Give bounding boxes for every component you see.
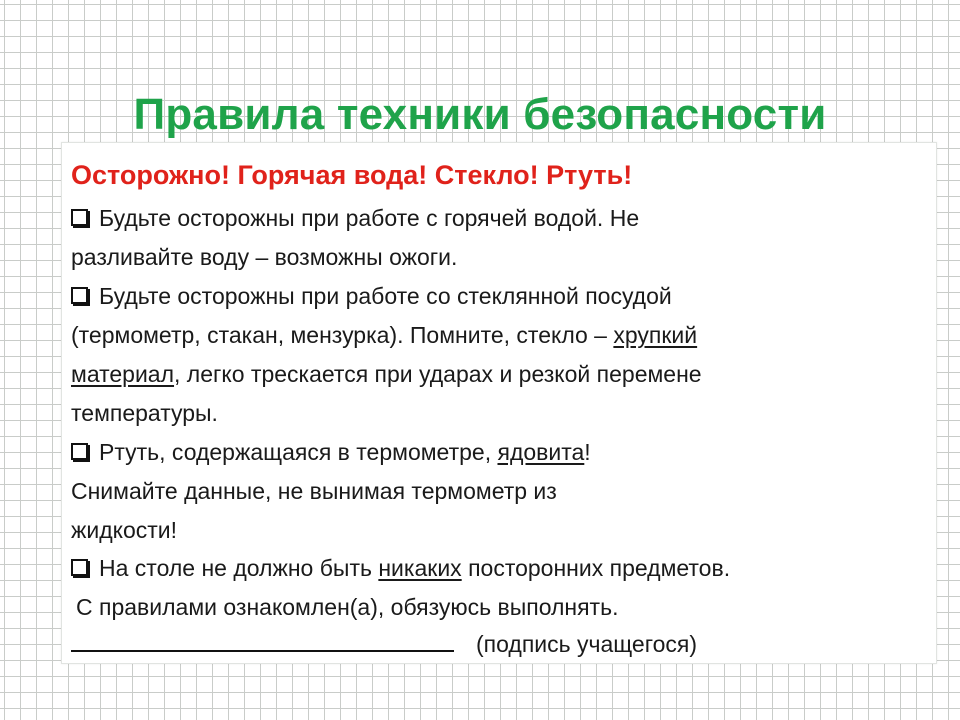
agreement-text: С правилами ознакомлен(а), обязуюсь выполнять. (76, 594, 619, 620)
checkbox-icon (71, 209, 88, 226)
rule-3-line-3: жидкости! (71, 517, 178, 543)
warning-heading: Осторожно! Горячая вода! Стекло! Ртуть! (71, 160, 633, 190)
rules-panel (61, 142, 937, 664)
underlined-word: хрупкий (613, 322, 698, 348)
rule-1-line-2: разливайте воду – возможны ожоги. (71, 244, 458, 270)
signature-field[interactable] (71, 630, 454, 652)
checkbox-icon (71, 559, 88, 576)
page-title: Правила техники безопасности (133, 90, 827, 140)
checkbox-icon (71, 287, 88, 304)
underlined-word: никаких (378, 555, 462, 581)
checkbox-icon (71, 443, 88, 460)
signature-row (71, 629, 697, 659)
rule-4-line-1: На столе не должно быть никаких посторонних предметов. (71, 553, 730, 583)
underlined-word: материал (71, 361, 175, 387)
rule-2-line-2: (термометр, стакан, мензурка). Помните, стекло – хрупкий (71, 322, 698, 348)
signature-caption: (подпись учащегося) (476, 631, 698, 657)
rule-2-line-3: материал, легко трескается при ударах и резкой перемене (71, 361, 702, 387)
rule-2-line-1: Будьте осторожны при работе со стеклянной посудой (71, 281, 672, 311)
rule-3-line-1: Ртуть, содержащаяся в термометре, ядовита! (71, 437, 591, 467)
rule-1-line-1: Будьте осторожны при работе с горячей водой. Не (71, 203, 639, 233)
rule-2-line-4: температуры. (71, 400, 218, 426)
rule-3-line-2: Снимайте данные, не вынимая термометр из (71, 478, 557, 504)
underlined-word: ядовита (497, 439, 585, 465)
